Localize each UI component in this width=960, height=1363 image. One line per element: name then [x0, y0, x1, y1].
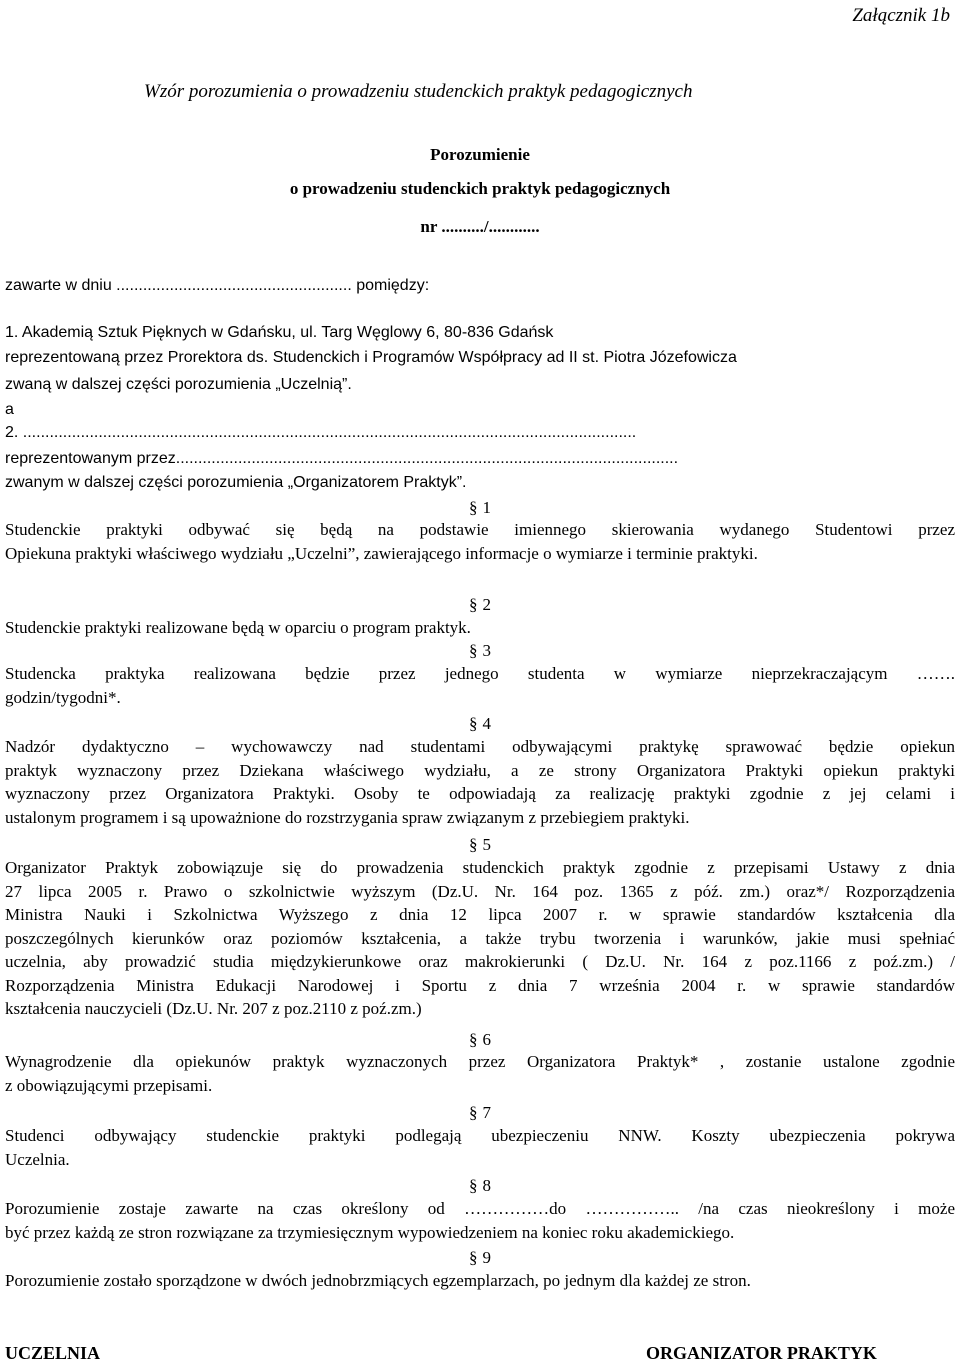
party2-line2: reprezentowanym przez................................................................................................................. — [5, 450, 679, 467]
section-5-line: Organizator Praktyk zobowiązuje się do prowadzenia studenckich praktyk zgodnie z przepisami Ustawy z dnia — [5, 858, 955, 877]
section-9-text — [5, 1269, 955, 1293]
section-4-line: wyznaczony przez Organizatora Praktyki. Osoby te odpowiadają za realizację praktyki zgodnie z jej celami i — [5, 784, 955, 803]
section-heading-5 — [0, 836, 960, 853]
section-4-line: praktyk wyznaczony przez Dziekana właściwego wydziału, a ze strony Organizatora Praktyki opiekun praktyki — [5, 760, 955, 780]
party2-line3: zwanym w dalszej części porozumienia „Organizatorem Praktyk”. — [5, 474, 467, 491]
section-2-line: Studenckie praktyki realizowane będą w oparciu o program praktyk. — [5, 618, 471, 637]
section-symbol: § — [469, 835, 478, 854]
signature-university: UCZELNIA — [5, 1343, 101, 1363]
section-9-line: Porozumienie zostało sporządzone w dwóch jednobrzmiących egzemplarzach, po jednym dla każdej ze stron. — [5, 1271, 751, 1290]
section-number: 8 — [482, 1176, 491, 1195]
section-6-text — [5, 1050, 955, 1097]
section-number: 1 — [482, 498, 491, 517]
section-2-text — [5, 616, 955, 640]
party1-line3: zwaną w dalszej części porozumienia „Uczelnią”. — [5, 376, 352, 393]
section-8-line: Porozumienie zostaje zawarte na czas określony od ……………do …………….. /na czas nieokreślony i może — [5, 1199, 955, 1218]
section-symbol: § — [469, 714, 478, 733]
section-number: 2 — [482, 595, 491, 614]
section-symbol: § — [469, 595, 478, 614]
section-number: 6 — [482, 1030, 491, 1049]
section-4-line: ustalonym programem i są upoważnione do rozstrzygania spraw związanym z przebiegiem praktyki. — [5, 807, 690, 827]
party2-line1: 2. .......................................................................................................................................... — [5, 424, 637, 441]
section-number: 7 — [482, 1103, 491, 1122]
attachment-label: Załącznik 1b — [852, 5, 950, 26]
party1-line1: 1. Akademią Sztuk Pięknych w Gdańsku, ul. Targ Węglowy 6, 80-836 Gdańsk — [5, 324, 554, 341]
section-3-text — [5, 662, 955, 709]
section-3-line: Studencka praktyka realizowana będzie przez jednego studenta w wymiarze nieprzekraczającym ……. — [5, 664, 955, 683]
and-connector: a — [5, 401, 14, 418]
section-5-line: kształcenia nauczycieli (Dz.U. Nr. 207 z poz.2110 z poź.zm.) — [5, 999, 422, 1018]
section-1-text — [5, 518, 955, 565]
section-number: 4 — [482, 714, 491, 733]
section-6-line: z obowiązującymi przepisami. — [5, 1075, 213, 1095]
section-number: 9 — [482, 1248, 491, 1267]
section-heading-4 — [0, 715, 960, 732]
section-5-line: Rozporządzenia Ministra Edukacji Narodowej i Sportu z dnia 7 września 2004 r. w sprawie standardów — [5, 975, 955, 995]
section-number: 5 — [482, 835, 491, 854]
section-5-line: poszczególnych kierunków oraz poziomów kształcenia, a także trybu tworzenia i warunków, jakie musi spełniać — [5, 928, 955, 948]
section-heading-2 — [0, 596, 960, 613]
section-6-line: Wynagrodzenie dla opiekunów praktyk wyznaczonych przez Organizatora Praktyk* , zostanie ustalone zgodnie — [5, 1052, 955, 1071]
section-8-line: być przez każdą ze stron rozwiązane za trzymiesięcznym wypowiedzeniem na koniec roku akademickiego. — [5, 1222, 735, 1242]
section-symbol: § — [469, 641, 478, 660]
section-5-line: Ministra Nauki i Szkolnictwa Wyższego z dnia 12 lipca 2007 r. w sprawie standardów kształcenia dla — [5, 905, 955, 924]
section-3-line: godzin/tygodni*. — [5, 687, 121, 707]
section-7-text — [5, 1124, 955, 1171]
section-5-line: 27 lipca 2005 r. Prawo o szkolnictwie wyższym (Dz.U. Nr. 164 poz. 1365 z póź. zm.) oraz*/ Rozporządzenia — [5, 881, 955, 901]
section-7-line: Uczelnia. — [5, 1149, 70, 1169]
section-1-line: Studenckie praktyki odbywać się będą na podstawie imiennego skierowania wydanego Studentowi przez — [5, 520, 955, 539]
section-7-line: Studenci odbywający studenckie praktyki podlegają ubezpieczeniu NNW. Koszty ubezpieczenia pokrywa — [5, 1126, 955, 1145]
section-4-text — [5, 735, 955, 829]
section-heading-1 — [0, 499, 960, 516]
party1-line2: reprezentowaną przez Prorektora ds. Studenckich i Programów Współpracy ad II st. Piotra Józefowicza — [5, 349, 737, 366]
section-5-text — [5, 856, 955, 1021]
section-symbol: § — [469, 1248, 478, 1267]
section-heading-6 — [0, 1031, 960, 1048]
document-subtitle: Wzór porozumienia o prowadzeniu studenckich praktyk pedagogicznych — [144, 81, 693, 102]
section-8-text — [5, 1197, 955, 1244]
section-number: 3 — [482, 641, 491, 660]
section-4-line: Nadzór dydaktyczno – wychowawczy nad studentami odbywającymi praktykę sprawować będzie opiekun — [5, 737, 955, 756]
section-heading-3 — [0, 642, 960, 659]
section-heading-9 — [0, 1249, 960, 1266]
section-heading-8 — [0, 1177, 960, 1194]
agreement-subtitle: o prowadzeniu studenckich praktyk pedagogicznych — [289, 179, 671, 198]
section-5-line: uczelnia, aby prowadzić studia międzykierunkowe oraz makrokierunki ( Dz.U. Nr. 164 z poz.1166 z poź.zm.) / — [5, 952, 955, 971]
concluded-on-line: zawarte w dniu ..................................................... pomiędzy: — [5, 277, 430, 294]
agreement-number: nr ........../............ — [420, 217, 540, 236]
signature-organizer: ORGANIZATOR PRAKTYK — [646, 1343, 877, 1363]
section-1-line: Opiekuna praktyki właściwego wydziału „Uczelni”, zawierającego informacje o wymiarze i terminie praktyki. — [5, 543, 758, 563]
agreement-title: Porozumienie — [430, 145, 530, 164]
section-symbol: § — [469, 1030, 478, 1049]
section-heading-7 — [0, 1104, 960, 1121]
section-symbol: § — [469, 1176, 478, 1195]
section-symbol: § — [469, 1103, 478, 1122]
section-symbol: § — [469, 498, 478, 517]
